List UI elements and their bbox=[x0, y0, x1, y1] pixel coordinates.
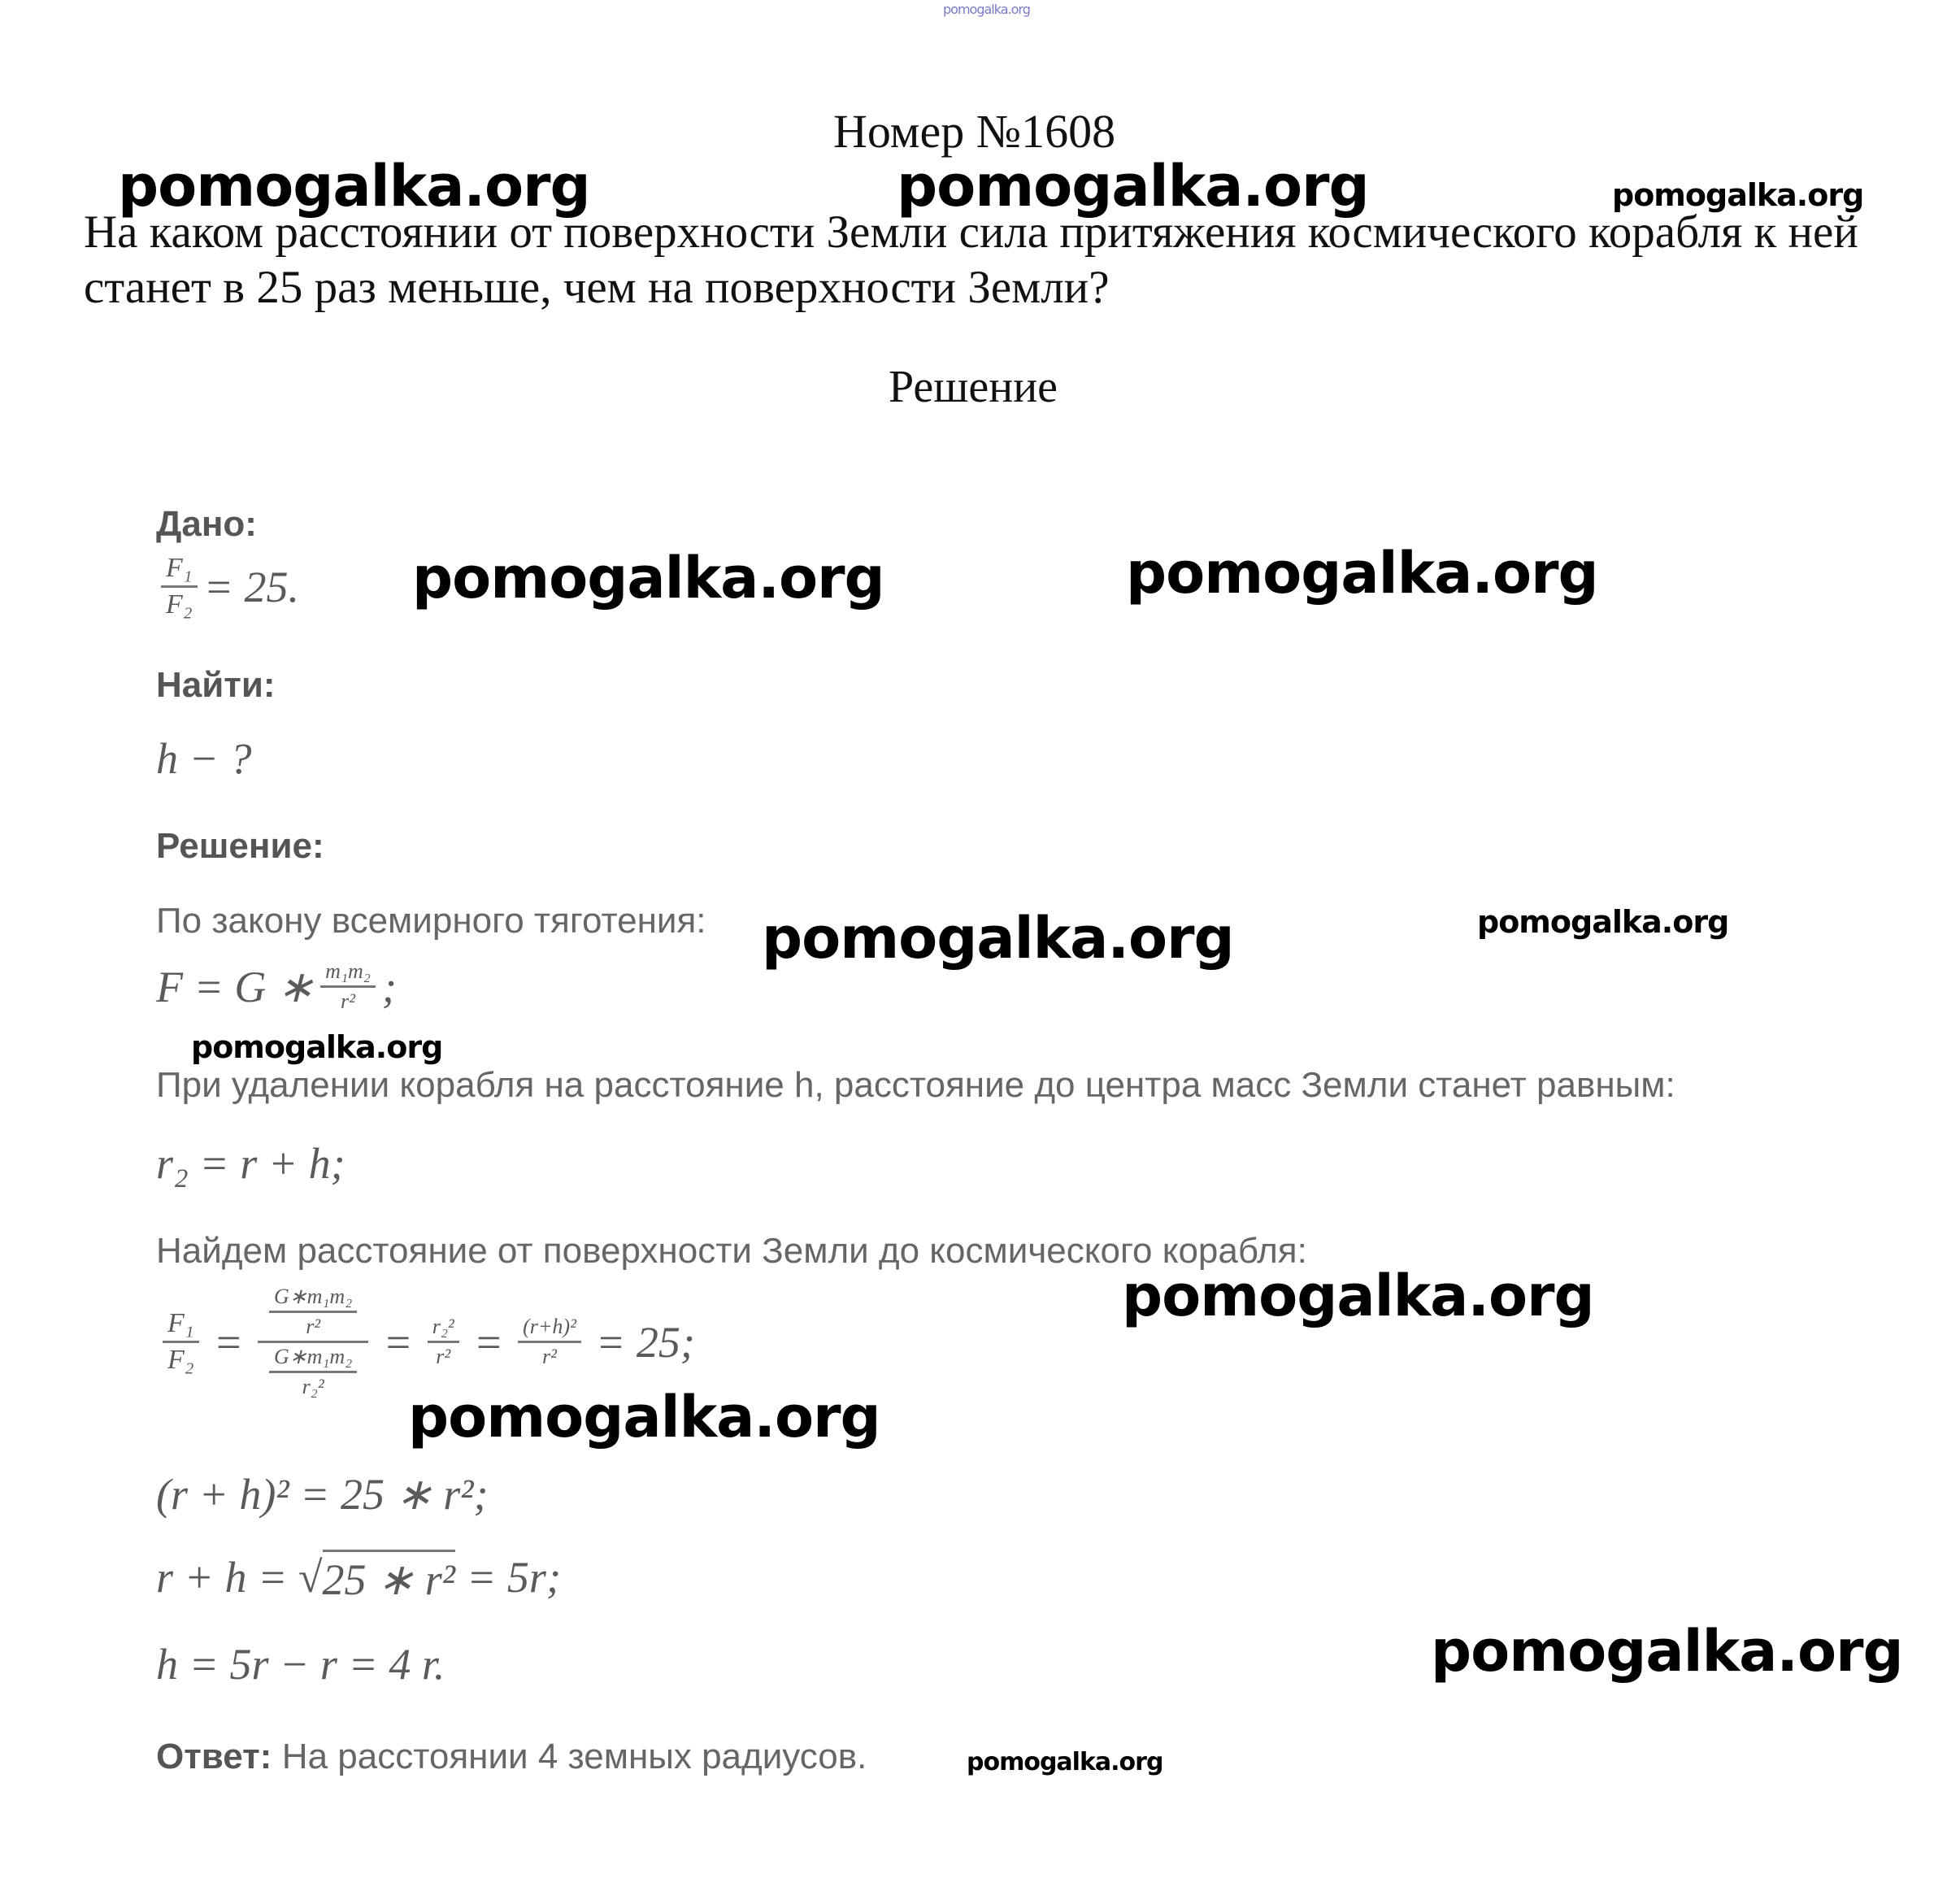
step-1: (r + h)² = 25 ∗ r²; bbox=[156, 1470, 489, 1519]
watermark: pomogalka.org bbox=[118, 153, 590, 220]
find-expression: h − ? bbox=[156, 734, 252, 783]
top-watermark: pomogalka.org bbox=[943, 2, 1030, 17]
given-fraction bbox=[161, 553, 198, 620]
given-rhs: = 25. bbox=[203, 562, 300, 611]
r2-expression: r₂ = r + h; bbox=[156, 1139, 345, 1188]
ratio-num: F₁ bbox=[163, 1308, 199, 1343]
law-end: ; bbox=[381, 962, 397, 1011]
answer-text: На расстоянии 4 земных радиусов. bbox=[281, 1737, 867, 1776]
watermark: pomogalka.org bbox=[1122, 1263, 1594, 1329]
watermark: pomogalka.org bbox=[967, 1748, 1163, 1776]
ratio-result: = 25; bbox=[595, 1317, 695, 1367]
ratio-equation bbox=[156, 1285, 695, 1399]
answer-label: Ответ: bbox=[156, 1737, 272, 1776]
step-2 bbox=[156, 1550, 561, 1605]
question-text: На каком расстоянии от поверхности Земли сила притяжения космического корабля к ней станет в 25 раз меньше, чем на поверхности Земли? bbox=[84, 207, 1858, 313]
last-den: r² bbox=[542, 1345, 557, 1368]
solution-heading: Решение bbox=[889, 362, 1058, 412]
ratio-fraction bbox=[163, 1308, 199, 1376]
solution-label: Решение: bbox=[156, 826, 324, 866]
big-frac-bottom bbox=[258, 1343, 368, 1399]
big-top-fraction bbox=[269, 1285, 357, 1339]
watermark: pomogalka.org bbox=[1126, 540, 1598, 607]
last-fraction bbox=[518, 1315, 581, 1369]
big-top-num: G∗m₁m₂ bbox=[269, 1285, 357, 1313]
big-top-den: r² bbox=[306, 1315, 321, 1338]
given-frac-num: F₁ bbox=[161, 553, 198, 588]
answer-line bbox=[156, 1737, 867, 1777]
distance-text: При удалении корабля на расстояние h, расстояние до центра масс Земли станет равным: bbox=[156, 1065, 1675, 1105]
given-frac-den: F₂ bbox=[166, 589, 193, 620]
law-fraction bbox=[320, 959, 376, 1014]
law-lhs: F = G ∗ bbox=[156, 963, 315, 1011]
watermark: pomogalka.org bbox=[1612, 177, 1864, 213]
given-label: Дано: bbox=[156, 504, 257, 544]
big-bot-num: G∗m₁m₂ bbox=[269, 1345, 357, 1373]
ratio-den: F₂ bbox=[167, 1345, 194, 1375]
watermark: pomogalka.org bbox=[897, 153, 1369, 220]
big-frac-top bbox=[258, 1285, 368, 1343]
mid-den: r² bbox=[436, 1345, 451, 1368]
step2-rhs: = 5r; bbox=[466, 1553, 561, 1602]
find-distance-text: Найдем расстояние от поверхности Земли до космического корабля: bbox=[156, 1231, 1307, 1271]
big-bot-den: r₂² bbox=[302, 1375, 324, 1398]
mid-num: r₂² bbox=[428, 1315, 459, 1343]
watermark: pomogalka.org bbox=[1477, 904, 1729, 940]
find-label: Найти: bbox=[156, 665, 276, 705]
equals-sign-2: = bbox=[383, 1317, 413, 1367]
equals-sign: = bbox=[213, 1317, 244, 1367]
watermark: pomogalka.org bbox=[191, 1029, 443, 1065]
watermark: pomogalka.org bbox=[762, 905, 1234, 972]
equals-sign-3: = bbox=[473, 1317, 504, 1367]
mid-fraction bbox=[428, 1315, 459, 1369]
big-fraction bbox=[258, 1285, 368, 1399]
step-3: h = 5r − r = 4 r. bbox=[156, 1640, 445, 1689]
watermark: pomogalka.org bbox=[1431, 1618, 1903, 1685]
watermark: pomogalka.org bbox=[408, 1384, 880, 1450]
law-text: По закону всемирного тяготения: bbox=[156, 901, 706, 941]
law-num: m₁m₂ bbox=[320, 959, 376, 988]
big-bot-fraction bbox=[269, 1345, 357, 1399]
law-den: r² bbox=[341, 989, 355, 1013]
given-equation bbox=[154, 553, 299, 620]
law-equation bbox=[156, 959, 397, 1014]
step2-radicand: 25 ∗ r² bbox=[323, 1550, 455, 1605]
watermark: pomogalka.org bbox=[412, 545, 884, 611]
page-title: Номер №1608 bbox=[833, 105, 1116, 158]
last-num: (r+h)² bbox=[518, 1315, 581, 1343]
step2-lhs: r + h = √ bbox=[156, 1553, 323, 1602]
